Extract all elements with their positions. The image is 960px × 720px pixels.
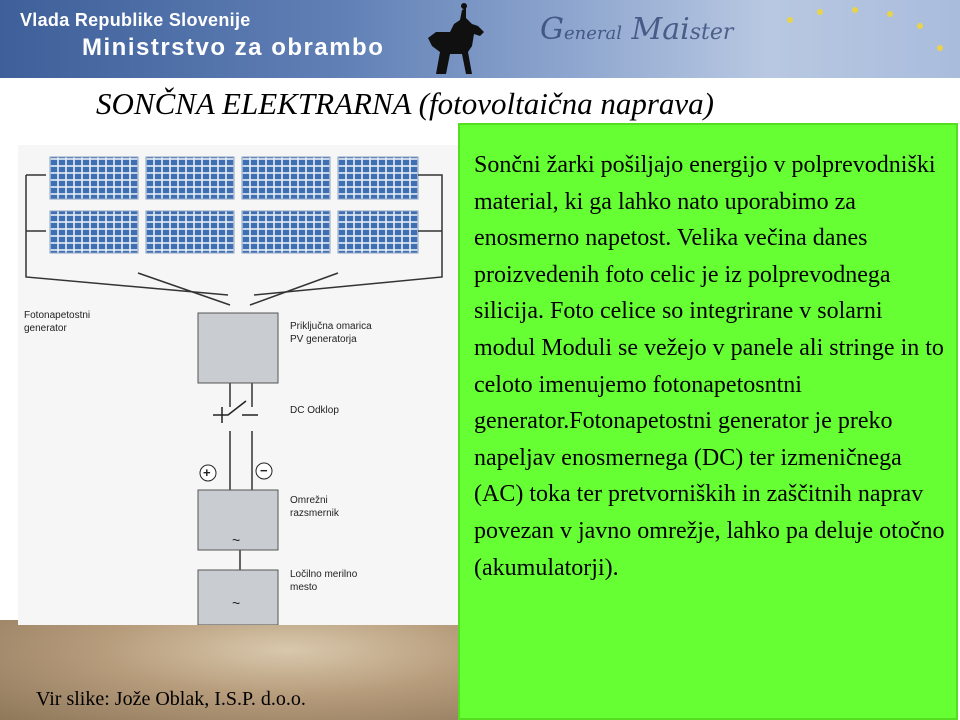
- inverter-label-2: razsmernik: [290, 508, 339, 519]
- eu-stars-icon: [760, 0, 960, 78]
- description-box: [458, 123, 958, 720]
- svg-text:−: −: [260, 463, 268, 478]
- generator-label-2: generator: [24, 323, 67, 334]
- description-text: Sončni žarki pošiljajo energijo v polprevodniški material, ki ga lahko nato uporabimo za enosmerno napetost. Velika večina danes proizvedenih foto celic je iz polprevodnega silicija. Foto celice so integrirane v solarni modul Moduli se vežejo v panele ali stringe in to celoto imenujemo fotonapetosntni generator.Fotonapetostni generator je preko napeljav enosmernega (DC) ter izmeničnega (AC) toka ter pretvorniških in zaščitnih naprav povezan v javno omrežje, lahko pa deluje otočno (akumulatorji).: [474, 152, 945, 581]
- ac-symbol-meter: ~: [232, 595, 241, 611]
- meter-label-2: mesto: [290, 582, 318, 593]
- ministry-name: Ministrstvo za obrambo: [82, 34, 385, 61]
- signature: General Maister: [540, 12, 734, 47]
- polarity-symbols: [200, 463, 272, 481]
- junction-box-label-1: Priključna omarica: [290, 321, 372, 332]
- meter-label-1: Ločilno merilno: [290, 569, 358, 580]
- pv-diagram-svg: [18, 145, 460, 625]
- junction-box-label-2: PV generatorja: [290, 334, 357, 345]
- slide-title: SONČNA ELEKTRARNA (fotovoltaična naprava): [96, 86, 714, 121]
- solar-panels-row-1: [50, 157, 418, 199]
- image-credit: Vir slike: Jože Oblak, I.S.P. d.o.o.: [36, 688, 306, 710]
- government-name: Vlada Republike Slovenije: [20, 10, 251, 30]
- pv-system-diagram: [18, 145, 460, 625]
- dc-switch-label: DC Odklop: [290, 405, 339, 416]
- svg-text:+: +: [203, 465, 211, 480]
- horse-rider-emblem-icon: [406, 2, 502, 78]
- ac-symbol: ~: [232, 532, 241, 548]
- generator-label-1: Fotonapetostni: [24, 310, 91, 321]
- inverter-label-1: Omrežni: [290, 495, 328, 506]
- header-banner: [0, 0, 960, 78]
- junction-box: [198, 313, 278, 383]
- solar-panels-row-2: [50, 211, 418, 253]
